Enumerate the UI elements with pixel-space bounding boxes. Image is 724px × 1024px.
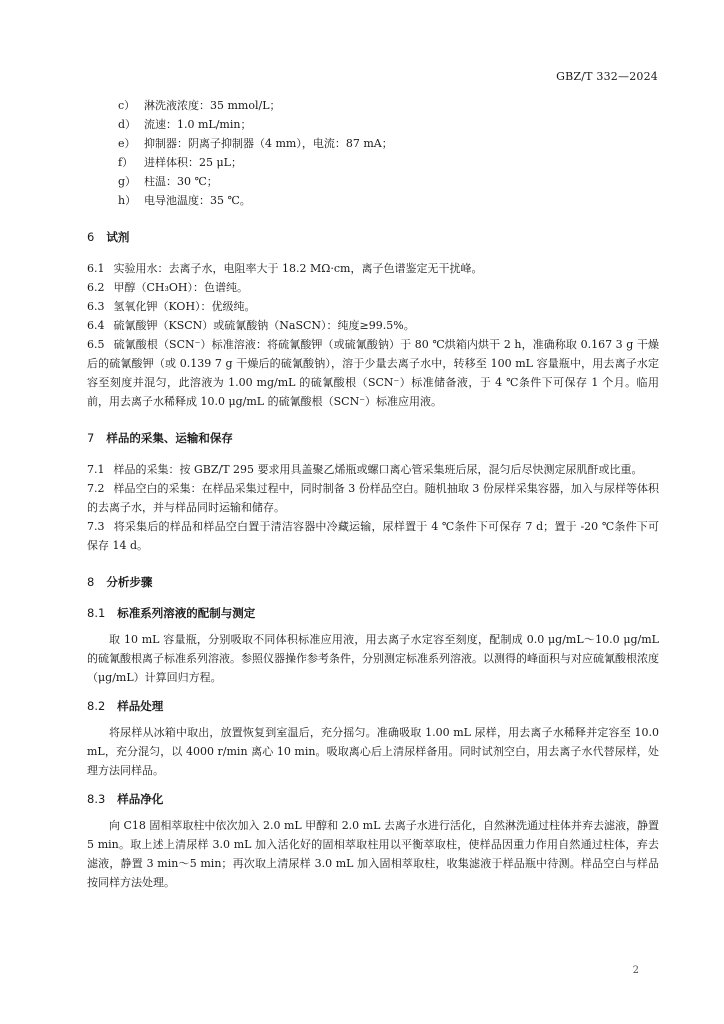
subsection-title: 样品净化	[117, 792, 164, 806]
subsection-8-2-heading	[87, 697, 659, 716]
clause-number: 6.1	[87, 262, 105, 275]
condition-item	[118, 96, 659, 115]
section-title: 样品的采集、运输和保存	[106, 431, 233, 445]
condition-item	[118, 191, 659, 210]
clause-6-2	[87, 278, 659, 297]
clause-text: 甲醇（CH₃OH）：色谱纯。	[113, 281, 249, 294]
condition-marker: f）	[118, 156, 134, 169]
clause-number: 7.3	[87, 520, 105, 533]
clause-text: 硫氰酸根（SCN⁻）标准溶液：将硫氰酸钾（或硫氰酸钠）于 80 ℃烘箱内烘干 2 h，准确称取 0.167 3 g 干燥后的硫氰酸钾（或 0.139 7 g 干燥后的硫氰酸钠），溶于少量去离子水中，转移至 100 mL 容量瓶中，用去离子水定容至刻度并混匀，此溶液为 1.00 mg/mL 的硫氰酸根（SCN⁻）标准储备液，于 4 ℃条件下可保存 1 个月。临用前，用去离子水稀释成 10.0 μg/mL 的硫氰酸根（SCN⁻）标准应用液。	[87, 338, 659, 408]
clause-number: 6.3	[87, 300, 105, 313]
clause-number: 7.1	[87, 463, 105, 476]
section-title: 试剂	[106, 230, 130, 244]
subsection-8-2-text: 将尿样从冰箱中取出，放置恢复到室温后，充分摇匀。准确吸取 1.00 mL 尿样，用去离子水稀释并定容至 10.0 mL，充分混匀，以 4000 r/min 离心 10 min。吸取离心后上清尿样备用。同时试剂空白，用去离子水代替尿样，处理方法同样品。	[87, 726, 659, 777]
condition-marker: h）	[118, 194, 137, 207]
clause-text: 样品的采集：按 GBZ/T 295 要求用具盖聚乙烯瓶或螺口离心管采集班后尿，混匀后尽快测定尿肌酐或比重。	[113, 463, 643, 476]
clause-number: 7.2	[87, 482, 105, 495]
condition-text: 电导池温度：35 ℃。	[144, 194, 251, 207]
clause-number: 6.2	[87, 281, 105, 294]
condition-item	[118, 153, 659, 172]
condition-marker: g）	[118, 175, 137, 188]
subsection-number: 8.1	[87, 606, 106, 620]
subsection-title: 样品处理	[117, 699, 164, 713]
clause-number: 6.5	[87, 338, 105, 351]
clause-6-1	[87, 259, 659, 278]
condition-item	[118, 172, 659, 191]
section-8-heading	[87, 573, 659, 592]
section-title: 分析步骤	[106, 575, 153, 589]
page-content	[87, 96, 659, 892]
page-number: 2	[632, 965, 639, 976]
clause-text: 硫氰酸钾（KSCN）或硫氰酸钠（NaSCN）：纯度≥99.5%。	[113, 319, 415, 332]
section-number: 6	[87, 230, 95, 244]
clause-text: 实验用水：去离子水，电阻率大于 18.2 MΩ·cm，离子色谱鉴定无干扰峰。	[113, 262, 483, 275]
subsection-number: 8.3	[87, 792, 106, 806]
condition-text: 柱温：30 ℃；	[144, 175, 218, 188]
clause-text: 氢氧化钾（KOH）：优级纯。	[113, 300, 256, 313]
subsection-8-3-heading	[87, 790, 659, 809]
section-7-heading	[87, 429, 659, 448]
clause-7-3	[87, 517, 659, 555]
condition-marker: e）	[118, 137, 136, 150]
clause-text: 样品空白的采集：在样品采集过程中，同时制备 3 份样品空白。随机抽取 3 份尿样采集容器，加入与尿样等体积的去离子水，并与样品同时运输和储存。	[87, 482, 659, 514]
clause-7-2	[87, 479, 659, 517]
section-number: 7	[87, 431, 95, 445]
clause-6-4	[87, 316, 659, 335]
condition-text: 抑制器：阴离子抑制器（4 mm），电流：87 mA；	[144, 137, 393, 150]
clause-text: 将采集后的样品和样品空白置于清洁容器中冷藏运输，尿样置于 4 ℃条件下可保存 7 d；置于 -20 ℃条件下可保存 14 d。	[87, 520, 659, 552]
section-6-heading	[87, 228, 659, 247]
condition-marker: d）	[118, 118, 137, 131]
subsection-title: 标准系列溶液的配制与测定	[117, 606, 256, 620]
condition-item	[118, 134, 659, 153]
subsection-number: 8.2	[87, 699, 106, 713]
condition-text: 淋洗液浓度：35 mmol/L；	[144, 99, 281, 112]
condition-text: 进样体积：25 μL；	[144, 156, 242, 169]
condition-text: 流速：1.0 mL/min；	[144, 118, 252, 131]
subsection-8-1-heading	[87, 604, 659, 623]
subsection-8-3-text: 向 C18 固相萃取柱中依次加入 2.0 mL 甲醇和 2.0 mL 去离子水进行活化，自然淋洗通过柱体并弃去滤液，静置 5 min。取上述上清尿样 3.0 mL 加入活化好的固相萃取柱用以平衡萃取柱，使样品因重力作用自然通过柱体，弃去滤液，静置 3 min～5 min；再次取上清尿样 3.0 mL 加入固相萃取柱，收集滤液于样品瓶中待测。样品空白与样品按同样方法处理。	[87, 819, 659, 889]
standard-id: GBZ/T 332—2024	[556, 70, 658, 83]
clause-6-5	[87, 335, 659, 411]
clause-7-1	[87, 460, 659, 479]
condition-item	[118, 115, 659, 134]
condition-marker: c）	[118, 99, 136, 112]
section-number: 8	[87, 575, 95, 589]
subsection-8-1-text: 取 10 mL 容量瓶，分别吸取不同体积标准应用液，用去离子水定容至刻度，配制成 0.0 μg/mL～10.0 μg/mL 的硫氰酸根离子标准系列溶液。参照仪器操作参考条件，分别测定标准系列溶液。以测得的峰面积与对应硫氰酸根浓度（μg/mL）计算回归方程。	[87, 633, 659, 684]
clause-6-3	[87, 297, 659, 316]
clause-number: 6.4	[87, 319, 105, 332]
